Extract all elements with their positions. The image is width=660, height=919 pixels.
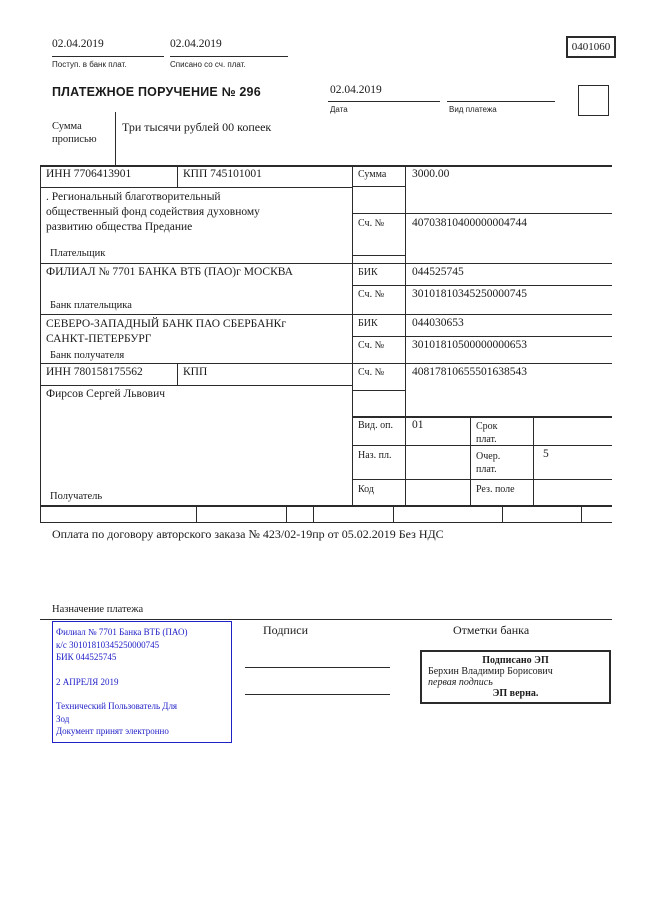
payer-kpp: КПП 745101001 [183, 168, 262, 180]
table-line [352, 255, 405, 256]
stamp-spacer [56, 664, 228, 676]
stamp-line: БИК 044525745 [56, 652, 117, 662]
payer-bank-section-label: Банк плательщика [50, 300, 132, 311]
table-line [40, 385, 352, 386]
signature-line [245, 667, 390, 668]
bank-marks-label: Отметки банка [453, 623, 530, 637]
payee-name: Фирсов Сергей Львович [46, 388, 166, 400]
op-type-value: 01 [412, 419, 424, 431]
table-line [286, 505, 287, 522]
term-label: Срок плат. [476, 421, 498, 445]
stamp-line: Технический Пользователь Для [56, 701, 178, 711]
date-underline [328, 101, 440, 102]
bank-stamp [52, 621, 232, 743]
reserve-label: Рез. поле [476, 484, 515, 495]
payee-bank-account-label: Сч. № [358, 340, 385, 351]
footer-divider-line [40, 619, 612, 620]
priority-label: Очер. плат. [476, 451, 501, 475]
purpose-label: Назначение платежа [52, 604, 144, 615]
payee-kpp: КПП [183, 366, 208, 378]
payer-name: . Региональный благотворительный общественный фонд содействия духовному развитию общества Предание [46, 191, 260, 233]
table-line [352, 479, 612, 480]
stamp-line: Филиал № 7701 Банка ВТБ (ПАО) [56, 627, 188, 637]
stamp-line: Зод [56, 713, 70, 724]
table-line [40, 263, 612, 264]
amount-words-value: Три тысячи рублей 00 копеек [122, 120, 272, 134]
payee-account-label: Сч. № [358, 367, 385, 378]
amount-words-label: Сумма прописью [52, 121, 97, 145]
payee-bank-bik: 044030653 [412, 317, 464, 329]
signature-line [245, 694, 390, 695]
stamp-line: 2 АПРЕЛЯ 2019 [56, 676, 119, 687]
document-title: ПЛАТЕЖНОЕ ПОРУЧЕНИЕ № 296 [52, 85, 261, 99]
payer-bank-account-label: Сч. № [358, 289, 385, 300]
op-type-label: Вид. оп. [358, 420, 393, 431]
table-line [352, 390, 405, 391]
sum-label: Сумма [358, 169, 387, 180]
stamp-line: к/с 30101810345250000745 [56, 639, 160, 650]
signed-ep-title: Подписано ЭП [482, 655, 549, 666]
table-line [352, 416, 612, 418]
debited-date-label: Списано со сч. плат. [170, 60, 246, 69]
date-label: Дата [330, 105, 348, 114]
amount-words-divider [115, 112, 116, 165]
table-line [40, 363, 612, 364]
table-line [40, 187, 352, 188]
table-line [196, 505, 197, 522]
table-line [581, 505, 582, 522]
purpose-text: Оплата по договору авторского заказа № 423/02-19пр от 05.02.2019 Без НДС [52, 527, 444, 541]
table-line [352, 285, 612, 286]
payer-inn: ИНН 7706413901 [46, 168, 132, 180]
priority-value: 5 [543, 448, 549, 460]
document-date: 02.04.2019 [330, 84, 382, 96]
debited-date-underline [170, 56, 288, 57]
table-line [352, 336, 612, 337]
payment-type-box [578, 85, 609, 116]
payer-section-label: Плательщик [50, 248, 106, 259]
table-line [40, 505, 612, 507]
table-line [177, 363, 178, 385]
code-label: Код [358, 484, 374, 495]
sum-value: 3000.00 [412, 168, 450, 180]
table-line [502, 505, 503, 522]
payer-account: 40703810400000004744 [412, 217, 527, 229]
payee-account: 40817810655501638543 [412, 366, 527, 378]
signed-ep-name: Берхин Владимир Борисович [428, 666, 553, 677]
purpose-code-label: Наз. пл. [358, 450, 392, 461]
signatures-label: Подписи [263, 623, 309, 637]
payer-bank-bik: 044525745 [412, 266, 464, 278]
payee-bank-section-label: Банк получателя [50, 350, 125, 361]
received-date-label: Поступ. в банк плат. [52, 60, 127, 69]
signed-ep-box [420, 650, 611, 704]
payer-account-label: Сч. № [358, 218, 385, 229]
table-line [352, 213, 612, 214]
payee-inn: ИНН 780158175562 [46, 366, 143, 378]
signed-ep-subtitle: первая подпись [428, 677, 493, 688]
stamp-line: Документ принят электронно [56, 726, 169, 736]
table-line [40, 165, 41, 522]
payee-bank-account: 30101810500000000653 [412, 339, 527, 351]
table-line [313, 505, 314, 522]
table-line [405, 165, 406, 505]
table-line [393, 505, 394, 522]
payment-type-underline [447, 101, 555, 102]
table-line [352, 165, 353, 505]
received-date: 02.04.2019 [52, 38, 104, 50]
debited-date: 02.04.2019 [170, 38, 222, 50]
payee-bank-bik-label: БИК [358, 318, 378, 329]
table-line [533, 416, 534, 505]
payer-bank-account: 30101810345250000745 [412, 288, 527, 300]
table-line [352, 186, 405, 187]
table-line [470, 416, 471, 505]
payer-bank-name: ФИЛИАЛ № 7701 БАНКА ВТБ (ПАО)г МОСКВА [46, 266, 293, 278]
payee-section-label: Получатель [50, 491, 103, 502]
signed-ep-verified: ЭП верна. [492, 688, 539, 699]
table-line [40, 522, 612, 523]
table-line [40, 314, 612, 315]
payee-bank-name: СЕВЕРО-ЗАПАДНЫЙ БАНК ПАО СБЕРБАНКг САНКТ-ПЕТЕРБУРГ [46, 318, 287, 345]
payment-type-label: Вид платежа [449, 105, 497, 114]
form-code-box: 0401060 [566, 36, 616, 58]
table-line [40, 165, 612, 167]
table-line [177, 165, 178, 187]
stamp-spacer [56, 688, 228, 700]
payer-bank-bik-label: БИК [358, 267, 378, 278]
received-date-underline [52, 56, 164, 57]
